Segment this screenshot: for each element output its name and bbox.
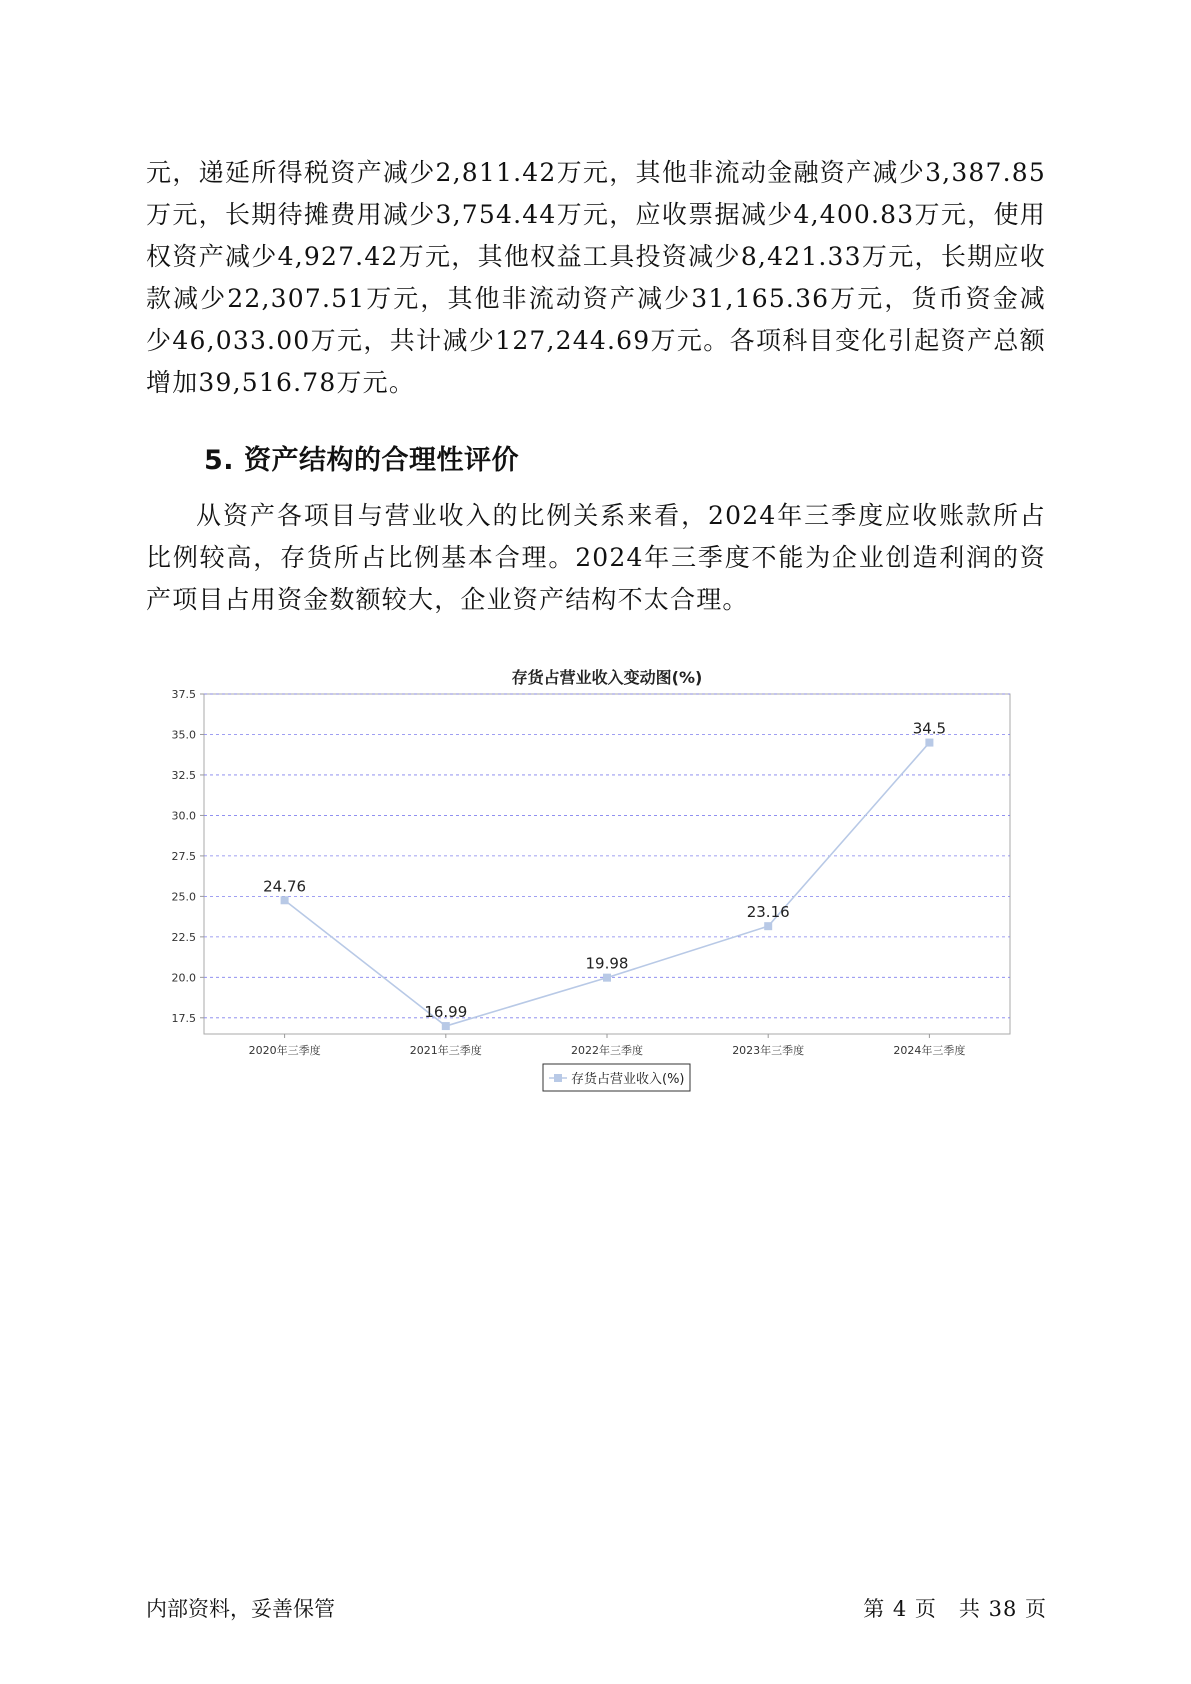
y-tick-label: 17.5 (171, 1011, 196, 1025)
data-point (925, 739, 933, 747)
data-point (764, 922, 772, 930)
paragraph-asset-changes: 元，递延所得税资产减少2,811.42万元，其他非流动金融资产减少3,387.85万元，长期待摊费用减少3,754.44万元，应收票据减少4,400.83万元，使用权资产减少4,927.42万元，其他权益工具投资减少8,421.33万元，长期应收款减少22,307.51万元，其他非流动资产减少31,165.36万元，货币资金减少46,033.00万元，共计减少127,244.69万元。各项科目变化引起资产总额增加39,516.78万元。 (146, 158, 1046, 397)
y-tick-label: 27.5 (171, 849, 196, 863)
x-tick-label: 2020年三季度 (248, 1044, 321, 1057)
y-tick-label: 25.0 (171, 890, 196, 904)
paragraph-asset-structure: 从资产各项目与营业收入的比例关系来看，2024年三季度应收账款所占比例较高，存货所占比例基本合理。2024年三季度不能为企业创造利润的资产项目占用资金数额较大，企业资产结构不太合理。 (146, 501, 1046, 614)
y-tick-label: 20.0 (171, 971, 196, 985)
y-tick-label: 37.5 (171, 688, 196, 701)
y-tick-label: 32.5 (171, 768, 196, 782)
data-label: 19.98 (585, 954, 629, 973)
inventory-ratio-chart (150, 650, 1030, 1110)
data-label: 16.99 (424, 1003, 468, 1022)
series-line (285, 743, 930, 1026)
legend (543, 1064, 690, 1091)
plot-area (204, 694, 1010, 1034)
data-points (281, 739, 934, 1030)
data-point (281, 896, 289, 904)
data-label: 24.76 (263, 877, 307, 896)
footer-page-number: 第 4 页 共 38 页 (863, 1597, 1047, 1621)
data-point (442, 1022, 450, 1030)
legend-marker (554, 1074, 562, 1082)
y-tick-label: 22.5 (171, 930, 196, 944)
section-heading: 5. 资产结构的合理性评价 (204, 445, 519, 476)
x-tick-label: 2021年三季度 (409, 1044, 482, 1057)
x-tick-label: 2024年三季度 (893, 1044, 966, 1057)
y-axis-ticks (172, 688, 205, 1025)
y-tick-label: 35.0 (171, 728, 196, 742)
data-label: 34.5 (912, 719, 947, 738)
x-axis-ticks (249, 1034, 966, 1057)
chart-title: 存货占营业收入变动图(%) (511, 668, 703, 687)
data-point (603, 974, 611, 982)
legend-label: 存货占营业收入(%) (571, 1072, 685, 1087)
x-tick-label: 2023年三季度 (732, 1044, 805, 1057)
footer-confidential-note: 内部资料，妥善保管 (146, 1597, 335, 1621)
x-tick-label: 2022年三季度 (571, 1044, 643, 1057)
data-label: 23.16 (746, 903, 790, 922)
y-tick-label: 30.0 (171, 809, 196, 823)
